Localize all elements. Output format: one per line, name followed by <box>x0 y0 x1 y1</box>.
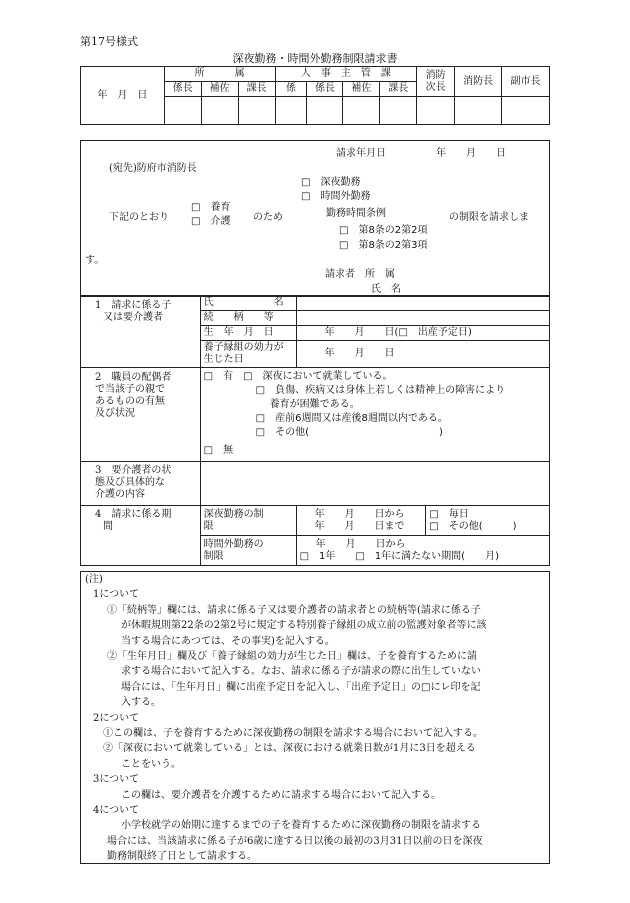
birthdate-value[interactable]: 年 月 日(□ 出産予定日) <box>296 326 549 341</box>
jinji-col: 補佐 <box>343 82 380 97</box>
jinji-col: 課長 <box>380 82 417 97</box>
night-limit-options[interactable]: □ 毎日 □ その他( ) <box>426 506 550 536</box>
adoption-date-value[interactable]: 年 月 日 <box>296 341 549 368</box>
section2-label: 2 職員の配偶者 で当該子の親で あるものの有無 及び状況 <box>81 368 201 462</box>
night-limit-period[interactable]: 年 月 日から 年 月 日まで <box>296 506 426 536</box>
nursing-detail[interactable] <box>200 462 549 506</box>
section1-label: 1 請求に係る子 又は要介護者 <box>81 296 201 368</box>
section4-label: 4 請求に係る期 間 <box>81 506 201 566</box>
document-title: 深夜勤務・時間外勤務制限請求書 <box>232 52 398 65</box>
article-3[interactable]: □ 第8条の2第3項 <box>339 240 428 251</box>
form-number: 第17号様式 <box>80 35 138 48</box>
relationship-value[interactable] <box>296 311 549 326</box>
birthdate-label: 生 年 月 日 <box>200 326 296 341</box>
requester-dept[interactable]: 請求者 所 属 <box>325 269 395 280</box>
reason-nursing[interactable]: □ 介護 <box>191 216 231 227</box>
stamp-cell[interactable] <box>201 97 238 125</box>
shozoku-col: 係長 <box>164 82 201 97</box>
jinji-col: 係 <box>275 82 307 97</box>
limit-text: の制限を請求しま <box>449 212 529 223</box>
name-label: 氏 名 <box>200 296 296 311</box>
date-cell: 年 月 日 <box>81 67 165 125</box>
request-date[interactable]: 請求年月日 年 月 日 <box>336 148 506 159</box>
stamp-cell[interactable] <box>380 97 417 125</box>
stamp-cell[interactable] <box>343 97 380 125</box>
jinji-header: 人 事 主 管 課 <box>275 67 417 82</box>
option-overtime[interactable]: □ 時間外勤務 <box>301 191 371 202</box>
shozoku-header: 所 属 <box>164 67 275 82</box>
option-night[interactable]: □ 深夜勤務 <box>301 177 361 188</box>
shozoku-col: 補佐 <box>201 82 238 97</box>
adoption-date-label: 養子縁組の効力が生じた日 <box>200 341 296 368</box>
fire-chief-header: 消防長 <box>455 67 502 97</box>
stamp-cell[interactable] <box>238 97 275 125</box>
stamp-cell[interactable] <box>417 97 455 125</box>
section3-label: 3 要介護者の状 態及び具体的な 介護の内容 <box>81 462 201 506</box>
name-value[interactable] <box>296 296 549 311</box>
su-text: す。 <box>85 255 105 266</box>
lead-text: 下記のとおり <box>109 212 169 223</box>
notes-section: (注) 1について ①「続柄等」欄には、請求に係る子又は要介護者の請求者との続柄等(請求に係る子 が休暇規則第22条の2第2号に規定する特別養子縁組の成立前の監護対象者等に該 当する場合にあつては、その事実)を記入する。 ②「生年月日」欄及び「養子縁組の効力が生じた日」欄は、子を養育するために請 求する場合において記入する。なお、請求に係る子が請求の際に出生していない 場合には、「生年月日」欄に出産予定日を記入し、「出産予定日」の□にレ印を記 入する。 2について ①この欄は、子を養育するために深夜勤務の制限を請求する場合において記入する。 ②「深夜において就業している」とは、深夜における就業日数が1月に3日を超える ことをいう。 3について この欄は、要介護者を介護するために請求する場合において記入する。 4について 小学校就学の始期に達するまでの子を養育するために深夜勤務の制限を請求する 場合には、当該請求に係る子が6歳に達する日以後の最初の3月31日以前の日を深夜 勤務制限終了日として請求する。 <box>80 571 550 864</box>
ordinance-text: 勤務時間条例 <box>326 208 386 219</box>
spouse-status[interactable]: □ 有 □ 深夜において就業している。 □ 負傷、疾病又は身体上若しくは精神上の障害により 養育が困難である。 □ 産前6週間又は産後8週間以内である。 □ その他( ) □ 無 <box>200 368 549 462</box>
request-statement <box>80 140 550 297</box>
requester-name[interactable]: 氏 名 <box>371 284 401 295</box>
notes-heading: (注) <box>85 574 103 585</box>
relationship-label: 続 柄 等 <box>200 311 296 326</box>
overtime-limit-period[interactable]: 年 月 日から □ 1年 □ 1年に満たない期間( 月) <box>296 536 549 566</box>
jinji-col: 係長 <box>307 82 343 97</box>
shozoku-col: 課長 <box>238 82 275 97</box>
overtime-limit-label: 時間外勤務の制限 <box>200 536 296 566</box>
reason-childcare[interactable]: □ 養育 <box>191 202 231 213</box>
approval-stamp-table <box>80 66 550 125</box>
stamp-cell[interactable] <box>275 97 307 125</box>
addressee: (宛先)防府市消防長 <box>109 163 197 174</box>
details-table <box>80 295 550 566</box>
deputy-mayor-header: 副市長 <box>502 67 550 97</box>
stamp-cell[interactable] <box>307 97 343 125</box>
stamp-cell[interactable] <box>502 97 550 125</box>
night-limit-label: 深夜勤務の制限 <box>200 506 296 536</box>
article-2[interactable]: □ 第8条の2第2項 <box>339 225 428 236</box>
stamp-cell[interactable] <box>164 97 201 125</box>
stamp-cell[interactable] <box>455 97 502 125</box>
fire-vice-chief-header: 消防次長 <box>417 67 455 97</box>
tame-text: のため <box>253 212 283 223</box>
